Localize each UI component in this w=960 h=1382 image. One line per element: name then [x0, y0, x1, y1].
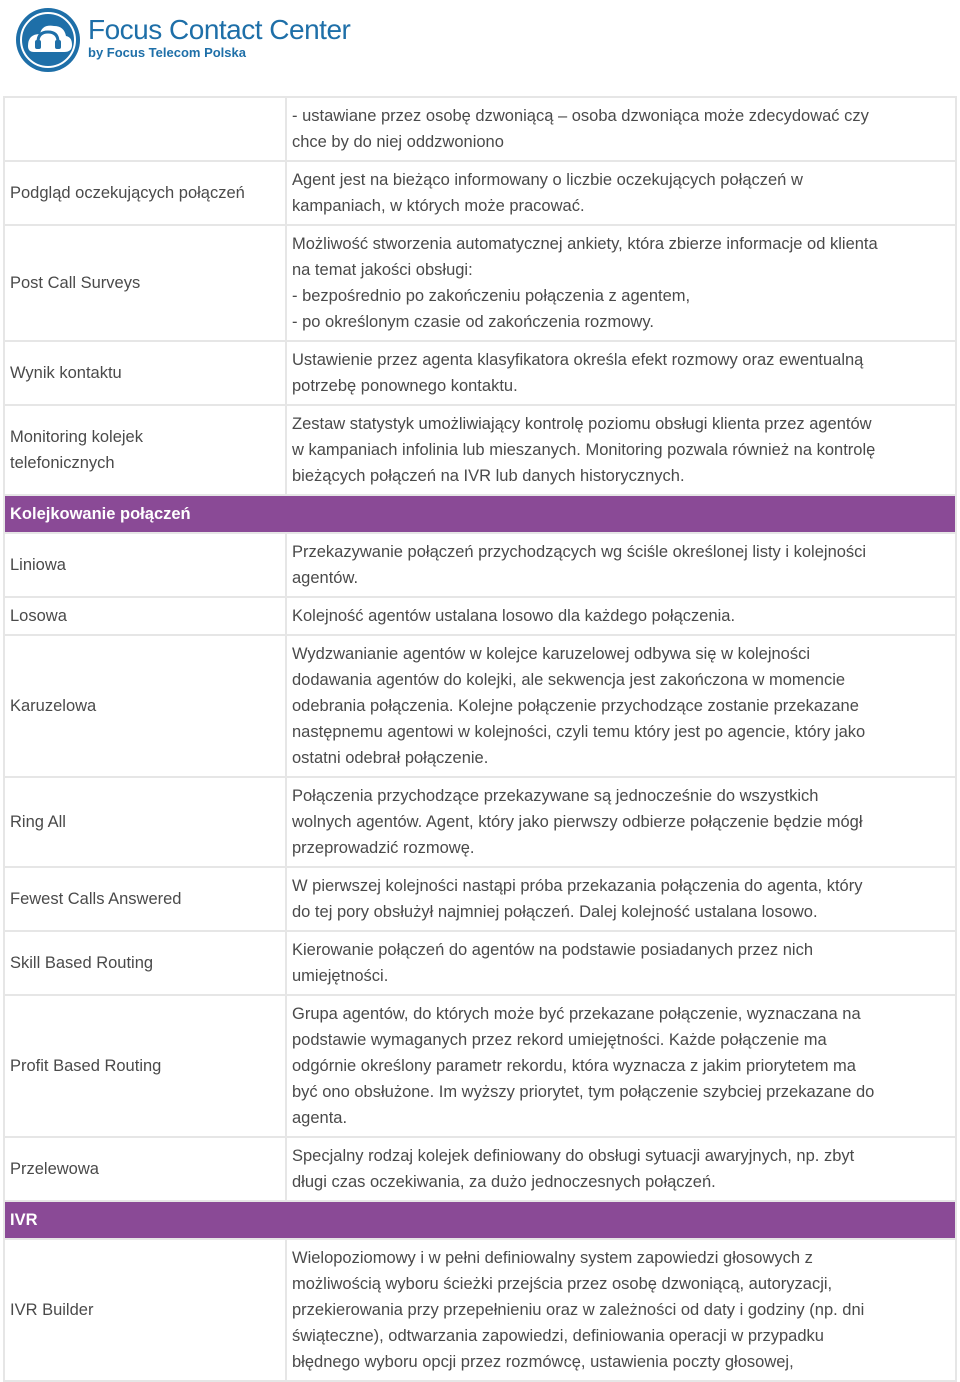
feature-description: Ustawienie przez agenta klasyfikatora określa efekt rozmowy oraz ewentualną potrzebę ponownego kontaktu. [286, 341, 956, 405]
headset-cloud-logo-icon [14, 6, 82, 74]
section-header [4, 1201, 956, 1239]
feature-term: Ring All [4, 777, 286, 867]
feature-term: Monitoring kolejek telefonicznych [4, 405, 286, 495]
feature-term: Karuzelowa [4, 635, 286, 777]
features-table [3, 96, 957, 1382]
table-row [4, 931, 956, 995]
table-row [4, 995, 956, 1137]
feature-description: Specjalny rodzaj kolejek definiowany do obsługi sytuacji awaryjnych, np. zbyt długi czas oczekiwania, za dużo jednoczesnych połączeń. [286, 1137, 956, 1201]
table-row [4, 777, 956, 867]
feature-description: - ustawiane przez osobę dzwoniącą – osoba dzwoniąca może zdecydować czy chce by do niej oddzwoniono [286, 97, 956, 161]
feature-term: Losowa [4, 597, 286, 635]
table-row [4, 1137, 956, 1201]
brand-subtitle: by Focus Telecom Polska [88, 45, 246, 60]
feature-description: Wydzwanianie agentów w kolejce karuzelowej odbywa się w kolejności dodawania agentów do kolejki, ale sekwencja jest zakończona w momencie odebrania połączenia. Kolejne połączenie przychodzące zostanie przekazane następnemu agentowi w kolejności, czyli temu który jest po agencie, który jako ostatni odebrał połączenie. [286, 635, 956, 777]
feature-description: Kolejność agentów ustalana losowo dla każdego połączenia. [286, 597, 956, 635]
feature-description: Grupa agentów, do których może być przekazane połączenie, wyznaczana na podstawie wymaganych przez rekord umiejętności. Każde połączenie ma odgórnie określony parametr rekordu, która wyznacza z jakim priorytetem ma być ono obsłużone. Im wyższy priorytet, tym połączenie szybciej przekazane do agenta. [286, 995, 956, 1137]
table-row [4, 161, 956, 225]
table-row [4, 533, 956, 597]
feature-description: Kierowanie połączeń do agentów na podstawie posiadanych przez nich umiejętności. [286, 931, 956, 995]
feature-term [4, 97, 286, 161]
feature-description: Zestaw statystyk umożliwiający kontrolę poziomu obsługi klienta przez agentów w kampaniach infolinia lub mieszanych. Monitoring pozwala również na kontrolę bieżących połączeń na IVR lub danych historycznych. [286, 405, 956, 495]
table-row [4, 97, 956, 161]
feature-term: Wynik kontaktu [4, 341, 286, 405]
table-row [4, 1239, 956, 1381]
feature-term: Fewest Calls Answered [4, 867, 286, 931]
table-row [4, 867, 956, 931]
table-row [4, 597, 956, 635]
page-header [0, 0, 960, 96]
section-title: IVR [4, 1201, 956, 1239]
brand-title: Focus Contact Center [88, 14, 351, 45]
feature-term: Przelewowa [4, 1137, 286, 1201]
feature-description: Wielopoziomowy i w pełni definiowalny system zapowiedzi głosowych z możliwością wyboru ścieżki przejścia przez osobę dzwoniącą, autoryzacji, przekierowania przy przepełnieniu oraz w zależności od daty i godziny (np. dni świąteczne), odtwarzania zapowiedzi, definiowania operacji w przypadku błędnego wyboru opcji przez rozmówcę, ustawienia poczty głosowej, [286, 1239, 956, 1381]
table-row [4, 635, 956, 777]
table-row [4, 405, 956, 495]
feature-term: Podgląd oczekujących połączeń [4, 161, 286, 225]
section-title: Kolejkowanie połączeń [4, 495, 956, 533]
feature-term: IVR Builder [4, 1239, 286, 1381]
table-row [4, 225, 956, 341]
feature-description: Możliwość stworzenia automatycznej ankiety, która zbierze informacje od klienta na temat jakości obsługi: - bezpośrednio po zakończeniu połączenia z agentem, - po określonym czasie od zakończenia rozmowy. [286, 225, 956, 341]
table-row [4, 341, 956, 405]
feature-description: Przekazywanie połączeń przychodzących wg ściśle określonej listy i kolejności agentów. [286, 533, 956, 597]
feature-term: Profit Based Routing [4, 995, 286, 1137]
feature-term: Post Call Surveys [4, 225, 286, 341]
feature-term: Liniowa [4, 533, 286, 597]
section-header [4, 495, 956, 533]
feature-description: Agent jest na bieżąco informowany o liczbie oczekujących połączeń w kampaniach, w których może pracować. [286, 161, 956, 225]
feature-description: W pierwszej kolejności nastąpi próba przekazania połączenia do agenta, który do tej pory obsłużył najmniej połączeń. Dalej kolejność ustalana losowo. [286, 867, 956, 931]
feature-term: Skill Based Routing [4, 931, 286, 995]
feature-description: Połączenia przychodzące przekazywane są jednocześnie do wszystkich wolnych agentów. Agent, który jako pierwszy odbierze połączenie będzie mógł przeprowadzić rozmowę. [286, 777, 956, 867]
